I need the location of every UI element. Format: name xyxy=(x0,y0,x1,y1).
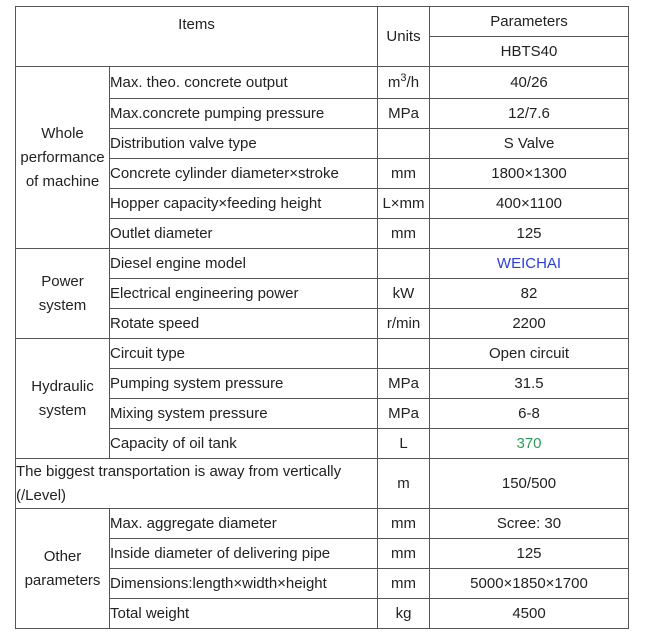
row-value: 150/500 xyxy=(430,459,629,509)
row-item: Rotate speed xyxy=(110,309,378,339)
row-value: 4500 xyxy=(430,599,629,629)
row-unit: $m^3/h$ xyxy=(378,67,430,99)
row-unit: mm xyxy=(378,569,430,599)
header-items: Items xyxy=(16,7,378,67)
row-item: Pumping system pressure xyxy=(110,369,378,399)
row-item: Max. aggregate diameter xyxy=(110,509,378,539)
row-unit: kW xyxy=(378,279,430,309)
row-item: Total weight xyxy=(110,599,378,629)
row-item: Inside diameter of delivering pipe xyxy=(110,539,378,569)
row-value: 5000×1850×1700 xyxy=(430,569,629,599)
row-unit: mm xyxy=(378,539,430,569)
row-unit: L×mm xyxy=(378,189,430,219)
header-units: Units xyxy=(378,7,430,67)
row-item: Distribution valve type xyxy=(110,129,378,159)
row-unit: mm xyxy=(378,219,430,249)
row-unit: kg xyxy=(378,599,430,629)
row-value: 2200 xyxy=(430,309,629,339)
row-unit: r/min xyxy=(378,309,430,339)
row-item: Concrete cylinder diameter×stroke xyxy=(110,159,378,189)
row-value: S Valve xyxy=(430,129,629,159)
row-unit: mm xyxy=(378,159,430,189)
row-value: Scree: 30 xyxy=(430,509,629,539)
row-value: 125 xyxy=(430,219,629,249)
row-item: Dimensions:length×width×height xyxy=(110,569,378,599)
row-item: Outlet diameter xyxy=(110,219,378,249)
row-value-link[interactable]: WEICHAI xyxy=(430,249,629,279)
row-value: 125 xyxy=(430,539,629,569)
row-value: 40/26 xyxy=(430,67,629,99)
row-unit xyxy=(378,129,430,159)
row-item: Electrical engineering power xyxy=(110,279,378,309)
row-item: Hopper capacity×feeding height xyxy=(110,189,378,219)
row-value: 82 xyxy=(430,279,629,309)
row-unit xyxy=(378,339,430,369)
row-unit: MPa xyxy=(378,99,430,129)
row-unit xyxy=(378,249,430,279)
row-value: 1800×1300 xyxy=(430,159,629,189)
row-item: Diesel engine model xyxy=(110,249,378,279)
header-parameters: Parameters xyxy=(430,7,629,37)
row-item: Max.concrete pumping pressure xyxy=(110,99,378,129)
group-other-parameters: Other parameters xyxy=(16,509,110,629)
row-value: 6-8 xyxy=(430,399,629,429)
row-unit: mm xyxy=(378,509,430,539)
spec-table xyxy=(15,6,629,629)
row-item: Capacity of oil tank xyxy=(110,429,378,459)
row-item: Mixing system pressure xyxy=(110,399,378,429)
row-value: 31.5 xyxy=(430,369,629,399)
group-power-system: Power system xyxy=(16,249,110,339)
row-unit: L xyxy=(378,429,430,459)
row-item: Circuit type xyxy=(110,339,378,369)
row-value: 12/7.6 xyxy=(430,99,629,129)
row-value: 370 xyxy=(430,429,629,459)
row-value: 400×1100 xyxy=(430,189,629,219)
row-item: Max. theo. concrete output xyxy=(110,67,378,99)
group-hydraulic-system: Hydraulic system xyxy=(16,339,110,459)
header-model: HBTS40 xyxy=(430,37,629,67)
row-unit: MPa xyxy=(378,399,430,429)
row-unit: MPa xyxy=(378,369,430,399)
row-unit: m xyxy=(378,459,430,509)
row-value: Open circuit xyxy=(430,339,629,369)
row-item-transportation: The biggest transportation is away from vertically (/Level) xyxy=(16,459,378,509)
group-whole-performance: Whole performance of machine xyxy=(16,67,110,249)
